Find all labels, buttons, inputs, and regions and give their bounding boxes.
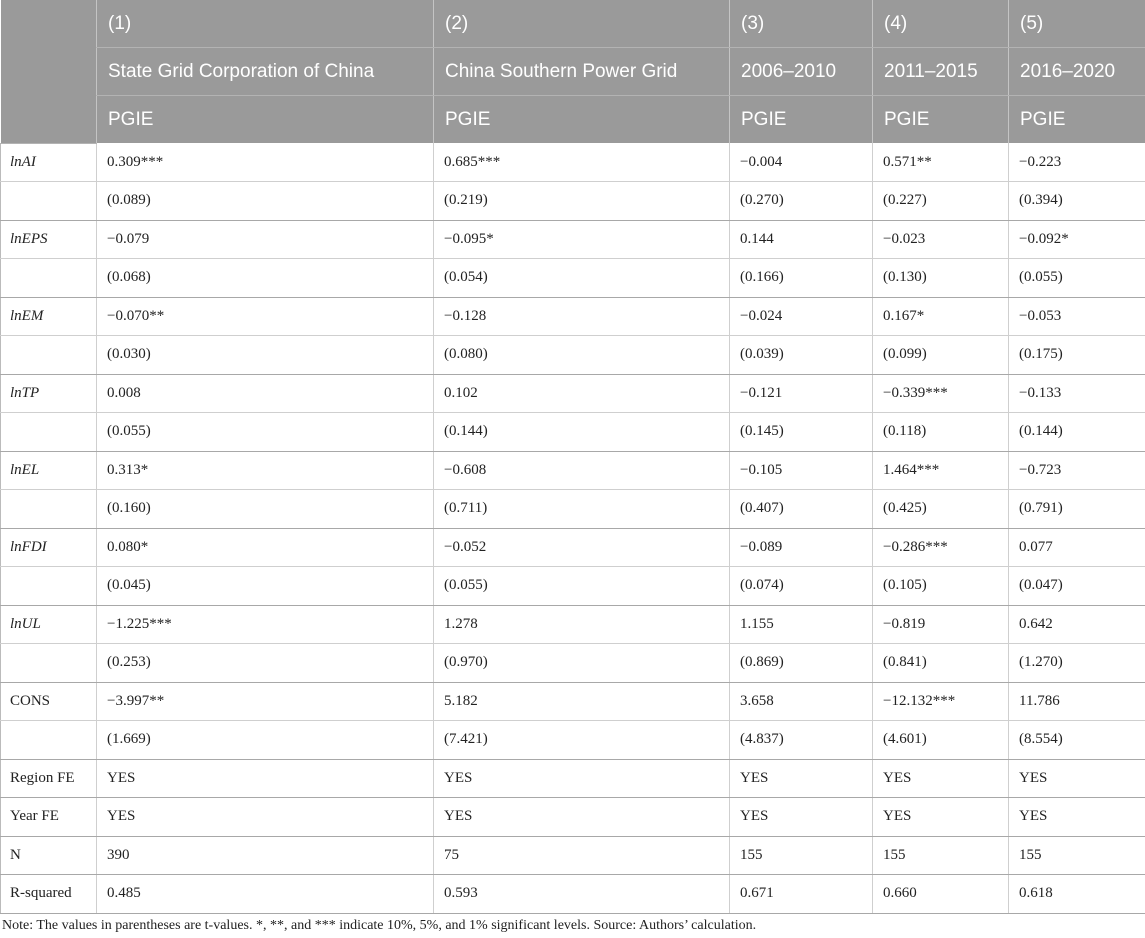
table-cell: −3.997** bbox=[97, 682, 434, 721]
table-cell: 3.658 bbox=[730, 682, 873, 721]
table-cell: (1.270) bbox=[1009, 644, 1145, 683]
table-row bbox=[1, 143, 1145, 182]
row-label: Year FE bbox=[1, 798, 97, 837]
header-cell: PGIE bbox=[97, 96, 434, 144]
table-cell: (0.047) bbox=[1009, 567, 1145, 606]
table-cell: −0.079 bbox=[97, 220, 434, 259]
table-cell: 155 bbox=[1009, 836, 1145, 875]
table-row bbox=[1, 528, 1145, 567]
table-cell: −0.608 bbox=[434, 451, 730, 490]
table-cell: 155 bbox=[873, 836, 1009, 875]
table-row bbox=[1, 875, 1145, 914]
table-cell: YES bbox=[873, 798, 1009, 837]
table-cell: (0.055) bbox=[1009, 259, 1145, 298]
table-row bbox=[1, 605, 1145, 644]
table-cell: 0.167* bbox=[873, 297, 1009, 336]
row-label bbox=[1, 490, 97, 529]
table-cell: −1.225*** bbox=[97, 605, 434, 644]
table-body bbox=[1, 143, 1145, 913]
table-cell: −0.053 bbox=[1009, 297, 1145, 336]
table-row bbox=[1, 490, 1145, 529]
table-cell: (0.970) bbox=[434, 644, 730, 683]
header-cell: (2) bbox=[434, 0, 730, 48]
table-cell: 0.313* bbox=[97, 451, 434, 490]
table-cell: 5.182 bbox=[434, 682, 730, 721]
table-cell: −0.024 bbox=[730, 297, 873, 336]
header-cell: China Southern Power Grid bbox=[434, 48, 730, 96]
table-row bbox=[1, 259, 1145, 298]
row-label: lnTP bbox=[1, 374, 97, 413]
table-cell: YES bbox=[1009, 759, 1145, 798]
row-label bbox=[1, 182, 97, 221]
table-cell: −0.128 bbox=[434, 297, 730, 336]
table-cell: 1.278 bbox=[434, 605, 730, 644]
table-cell: YES bbox=[434, 798, 730, 837]
table-row bbox=[1, 451, 1145, 490]
table-cell: 75 bbox=[434, 836, 730, 875]
table-row bbox=[1, 220, 1145, 259]
table-cell: 0.618 bbox=[1009, 875, 1145, 914]
table-cell: −0.070** bbox=[97, 297, 434, 336]
table-row bbox=[1, 374, 1145, 413]
table-cell: (4.601) bbox=[873, 721, 1009, 760]
table-cell: −0.089 bbox=[730, 528, 873, 567]
table-cell: 0.660 bbox=[873, 875, 1009, 914]
table-cell: (0.869) bbox=[730, 644, 873, 683]
table-cell: 0.008 bbox=[97, 374, 434, 413]
row-label: CONS bbox=[1, 682, 97, 721]
table-cell: (0.055) bbox=[97, 413, 434, 452]
table-cell: (0.166) bbox=[730, 259, 873, 298]
header-cell: 2016–2020 bbox=[1009, 48, 1145, 96]
table-cell: −12.132*** bbox=[873, 682, 1009, 721]
table-cell: (0.407) bbox=[730, 490, 873, 529]
table-cell: −0.286*** bbox=[873, 528, 1009, 567]
table-cell: −0.092* bbox=[1009, 220, 1145, 259]
table-cell: (4.837) bbox=[730, 721, 873, 760]
table-cell: YES bbox=[1009, 798, 1145, 837]
table-cell: (0.074) bbox=[730, 567, 873, 606]
table-cell: (7.421) bbox=[434, 721, 730, 760]
table-cell: (0.089) bbox=[97, 182, 434, 221]
table-row bbox=[1, 721, 1145, 760]
table-cell: (0.054) bbox=[434, 259, 730, 298]
table-row bbox=[1, 759, 1145, 798]
table-cell: (0.068) bbox=[97, 259, 434, 298]
table-cell: (0.080) bbox=[434, 336, 730, 375]
table-row bbox=[1, 182, 1145, 221]
header-cell: (5) bbox=[1009, 0, 1145, 48]
table-cell: (0.045) bbox=[97, 567, 434, 606]
table-header bbox=[1, 0, 1145, 143]
table-row bbox=[1, 567, 1145, 606]
row-label: lnEPS bbox=[1, 220, 97, 259]
table-cell: (0.144) bbox=[434, 413, 730, 452]
table-row bbox=[1, 836, 1145, 875]
row-label: lnAI bbox=[1, 143, 97, 182]
header-cell: PGIE bbox=[434, 96, 730, 144]
table-cell: −0.121 bbox=[730, 374, 873, 413]
row-label: lnEL bbox=[1, 451, 97, 490]
header-corner bbox=[1, 0, 97, 143]
table-cell: 0.593 bbox=[434, 875, 730, 914]
row-label bbox=[1, 259, 97, 298]
table-cell: −0.095* bbox=[434, 220, 730, 259]
table-cell: −0.052 bbox=[434, 528, 730, 567]
row-label bbox=[1, 721, 97, 760]
table-row bbox=[1, 413, 1145, 452]
row-label: lnEM bbox=[1, 297, 97, 336]
table-cell: (0.145) bbox=[730, 413, 873, 452]
table-cell: −0.105 bbox=[730, 451, 873, 490]
header-cell: 2011–2015 bbox=[873, 48, 1009, 96]
table-cell: (0.130) bbox=[873, 259, 1009, 298]
header-cell: 2006–2010 bbox=[730, 48, 873, 96]
row-label: Region FE bbox=[1, 759, 97, 798]
table-cell: (0.175) bbox=[1009, 336, 1145, 375]
table-cell: 0.642 bbox=[1009, 605, 1145, 644]
header-cell: PGIE bbox=[730, 96, 873, 144]
row-label bbox=[1, 336, 97, 375]
table-cell: 1.464*** bbox=[873, 451, 1009, 490]
table-cell: 1.155 bbox=[730, 605, 873, 644]
table-cell: 390 bbox=[97, 836, 434, 875]
header-cell: PGIE bbox=[1009, 96, 1145, 144]
table-row bbox=[1, 644, 1145, 683]
table-cell: YES bbox=[97, 798, 434, 837]
table-cell: 155 bbox=[730, 836, 873, 875]
header-cell: (3) bbox=[730, 0, 873, 48]
table-cell: (8.554) bbox=[1009, 721, 1145, 760]
table-cell: (0.791) bbox=[1009, 490, 1145, 529]
row-label: R-squared bbox=[1, 875, 97, 914]
table-cell: YES bbox=[730, 798, 873, 837]
row-label: lnUL bbox=[1, 605, 97, 644]
table-cell: YES bbox=[730, 759, 873, 798]
header-cell: (4) bbox=[873, 0, 1009, 48]
table-cell: YES bbox=[873, 759, 1009, 798]
row-label: lnFDI bbox=[1, 528, 97, 567]
row-label bbox=[1, 567, 97, 606]
table-cell: (0.039) bbox=[730, 336, 873, 375]
table-cell: 0.685*** bbox=[434, 143, 730, 182]
row-label bbox=[1, 413, 97, 452]
header-row-column-numbers bbox=[1, 0, 1145, 48]
table-cell: 0.080* bbox=[97, 528, 434, 567]
table-note: Note: The values in parentheses are t-values. *, **, and *** indicate 10%, 5%, and 1% significant levels. Source: Authors’ calculation. bbox=[2, 918, 757, 933]
table-cell: −0.223 bbox=[1009, 143, 1145, 182]
table-cell: 0.077 bbox=[1009, 528, 1145, 567]
table-cell: 0.571** bbox=[873, 143, 1009, 182]
table-cell: −0.004 bbox=[730, 143, 873, 182]
table-row bbox=[1, 682, 1145, 721]
table-cell: −0.023 bbox=[873, 220, 1009, 259]
table-row bbox=[1, 798, 1145, 837]
table-cell: 0.144 bbox=[730, 220, 873, 259]
table-cell: (0.118) bbox=[873, 413, 1009, 452]
table-cell: (0.030) bbox=[97, 336, 434, 375]
table-cell: (0.160) bbox=[97, 490, 434, 529]
table-cell: (0.253) bbox=[97, 644, 434, 683]
table-cell: (1.669) bbox=[97, 721, 434, 760]
table-cell: (0.711) bbox=[434, 490, 730, 529]
table-row bbox=[1, 336, 1145, 375]
table-cell: 11.786 bbox=[1009, 682, 1145, 721]
table-cell: YES bbox=[434, 759, 730, 798]
row-label: N bbox=[1, 836, 97, 875]
table-cell: −0.133 bbox=[1009, 374, 1145, 413]
table-cell: YES bbox=[97, 759, 434, 798]
header-row-dependent-variable bbox=[1, 96, 1145, 144]
table-cell: 0.309*** bbox=[97, 143, 434, 182]
header-cell: PGIE bbox=[873, 96, 1009, 144]
table-cell: 0.671 bbox=[730, 875, 873, 914]
table-cell: (0.227) bbox=[873, 182, 1009, 221]
table-cell: (0.841) bbox=[873, 644, 1009, 683]
table-cell: (0.394) bbox=[1009, 182, 1145, 221]
table-row bbox=[1, 297, 1145, 336]
table-cell: −0.723 bbox=[1009, 451, 1145, 490]
table-cell: (0.099) bbox=[873, 336, 1009, 375]
table-cell: (0.425) bbox=[873, 490, 1009, 529]
table-cell: −0.339*** bbox=[873, 374, 1009, 413]
table-cell: (0.219) bbox=[434, 182, 730, 221]
table-cell: (0.144) bbox=[1009, 413, 1145, 452]
table-cell: 0.485 bbox=[97, 875, 434, 914]
table-cell: (0.270) bbox=[730, 182, 873, 221]
table-cell: 0.102 bbox=[434, 374, 730, 413]
table-cell: (0.055) bbox=[434, 567, 730, 606]
row-label bbox=[1, 644, 97, 683]
header-cell: (1) bbox=[97, 0, 434, 48]
table-cell: (0.105) bbox=[873, 567, 1009, 606]
table-cell: −0.819 bbox=[873, 605, 1009, 644]
header-row-samples bbox=[1, 48, 1145, 96]
header-cell: State Grid Corporation of China bbox=[97, 48, 434, 96]
